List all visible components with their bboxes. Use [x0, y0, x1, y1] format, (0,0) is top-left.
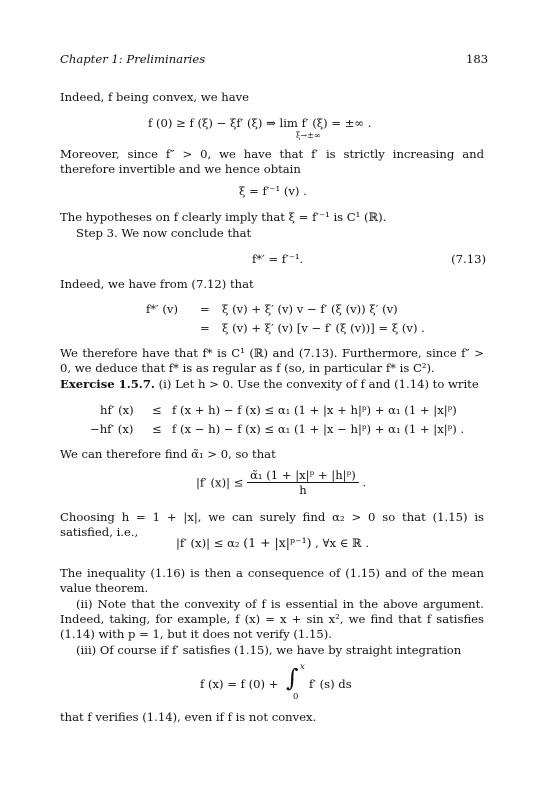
- paragraph-choosing-h: Choosing h = 1 + |x|, we can surely find α₂ > 0 so that (1.15) is satisfied, i.e.,: [60, 510, 484, 539]
- equation-limit-subscript: ξ→±∞: [296, 131, 321, 140]
- exercise-eq1-leq: ≤: [152, 403, 162, 417]
- equation-limit: f (0) ≥ f (ξ) − ξf′ (ξ) ⇒ lim f′ (ξ) = ±∞ .: [148, 116, 372, 130]
- eq5-numerator: α̃₁ (1 + |x|ᵖ + |h|ᵖ): [247, 468, 359, 483]
- step3-heading: Step 3. We now conclude that: [76, 226, 252, 240]
- equation-conjugate-derivative: f*′ = f′⁻¹.: [252, 252, 304, 266]
- exercise-eq1-rhs: f (x + h) − f (x) ≤ α₁ (1 + |x + h|ᵖ) + α₁ (1 + |x|ᵖ): [172, 403, 457, 417]
- integral-lower-limit: 0: [293, 692, 299, 702]
- page-number: 183: [466, 52, 489, 66]
- paragraph-hypotheses: The hypotheses on f clearly imply that ξ = f′⁻¹ is C¹ (ℝ).: [60, 210, 387, 224]
- paragraph-strictly-increasing: Moreover, since f″ > 0, we have that f′ is strictly increasing and therefore invertible and we hence obtain: [60, 147, 484, 176]
- equation-aligned-eq1: =: [200, 302, 210, 316]
- paragraph-intro: Indeed, f being convex, we have: [60, 90, 250, 104]
- equation-aligned-rhs1: ξ (v) + ξ′ (v) v − f′ (ξ (v)) ξ′ (v): [222, 302, 398, 316]
- exercise-paragraph: [60, 377, 484, 392]
- equation-number-7-13: (7.13): [451, 252, 486, 266]
- eq6-tail: , ∀x ∈ ℝ .: [315, 536, 370, 550]
- equation-aligned-rhs2: ξ (v) + ξ′ (v) [v − f′ (ξ (v))] = ξ (v) .: [222, 321, 425, 335]
- equation-integral-integrand: f′ (s) ds: [309, 677, 352, 691]
- equation-integral-lhs: f (x) = f (0) +: [200, 677, 279, 691]
- paragraph-find-alpha1: We can therefore find α̃₁ > 0, so that: [60, 447, 276, 461]
- eq6-paren: (1 + |x|ᵖ⁻¹): [243, 535, 312, 550]
- equation-aligned-lhs: f*′ (v): [146, 302, 179, 316]
- paragraph-conclusion: that f verifies (1.14), even if f is not convex.: [60, 710, 317, 724]
- exercise-text: (i) Let h > 0. Use the convexity of f and (1.14) to write: [154, 377, 479, 391]
- equation-aligned-eq2: =: [200, 321, 210, 335]
- exercise-eq2-rhs: f (x − h) − f (x) ≤ α₁ (1 + |x − h|ᵖ) + α₁ (1 + |x|ᵖ) .: [172, 422, 465, 436]
- eq5-lhs: |f′ (x)| ≤: [196, 475, 244, 490]
- eq5-fraction: [247, 468, 359, 497]
- running-header-chapter: Chapter 1: Preliminaries: [60, 52, 206, 66]
- paragraph-convexity-essential: (ii) Note that the convexity of f is essential in the above argument. Indeed, taking, for example, f (x) = x + sin x², we find that f satisfies (1.14) with p = 1, but it does not verify (1.15).: [60, 597, 484, 641]
- equation-xi-inverse: ξ = f′⁻¹ (v) .: [239, 184, 307, 198]
- eq5-denominator: h: [299, 483, 307, 497]
- paragraph-from-7-12: Indeed, we have from (7.12) that: [60, 277, 254, 291]
- eq6-lhs: |f′ (x)| ≤ α₂: [176, 536, 240, 550]
- paragraph-inequality-1-16: The inequality (1.16) is then a consequence of (1.15) and of the mean value theorem.: [60, 566, 484, 595]
- exercise-eq2-leq: ≤: [152, 422, 162, 436]
- eq5-tail: .: [362, 475, 367, 490]
- paragraph-regularity: We therefore have that f* is C¹ (ℝ) and (7.13). Furthermore, since f″ > 0, we deduce that f* is as regular as f (so, in particular f* is C²).: [60, 346, 484, 375]
- integral-sign: ∫: [286, 664, 299, 692]
- equation-growth-bound: [176, 535, 369, 550]
- exercise-eq2-lhs: −hf′ (x): [90, 422, 134, 436]
- paragraph-integration: (iii) Of course if f′ satisfies (1.15), we have by straight integration: [76, 643, 462, 657]
- equation-fraction-bound: [196, 468, 366, 497]
- exercise-label: Exercise 1.5.7.: [60, 377, 155, 391]
- integral-upper-limit: x: [300, 662, 305, 672]
- exercise-eq1-lhs: hf′ (x): [100, 403, 134, 417]
